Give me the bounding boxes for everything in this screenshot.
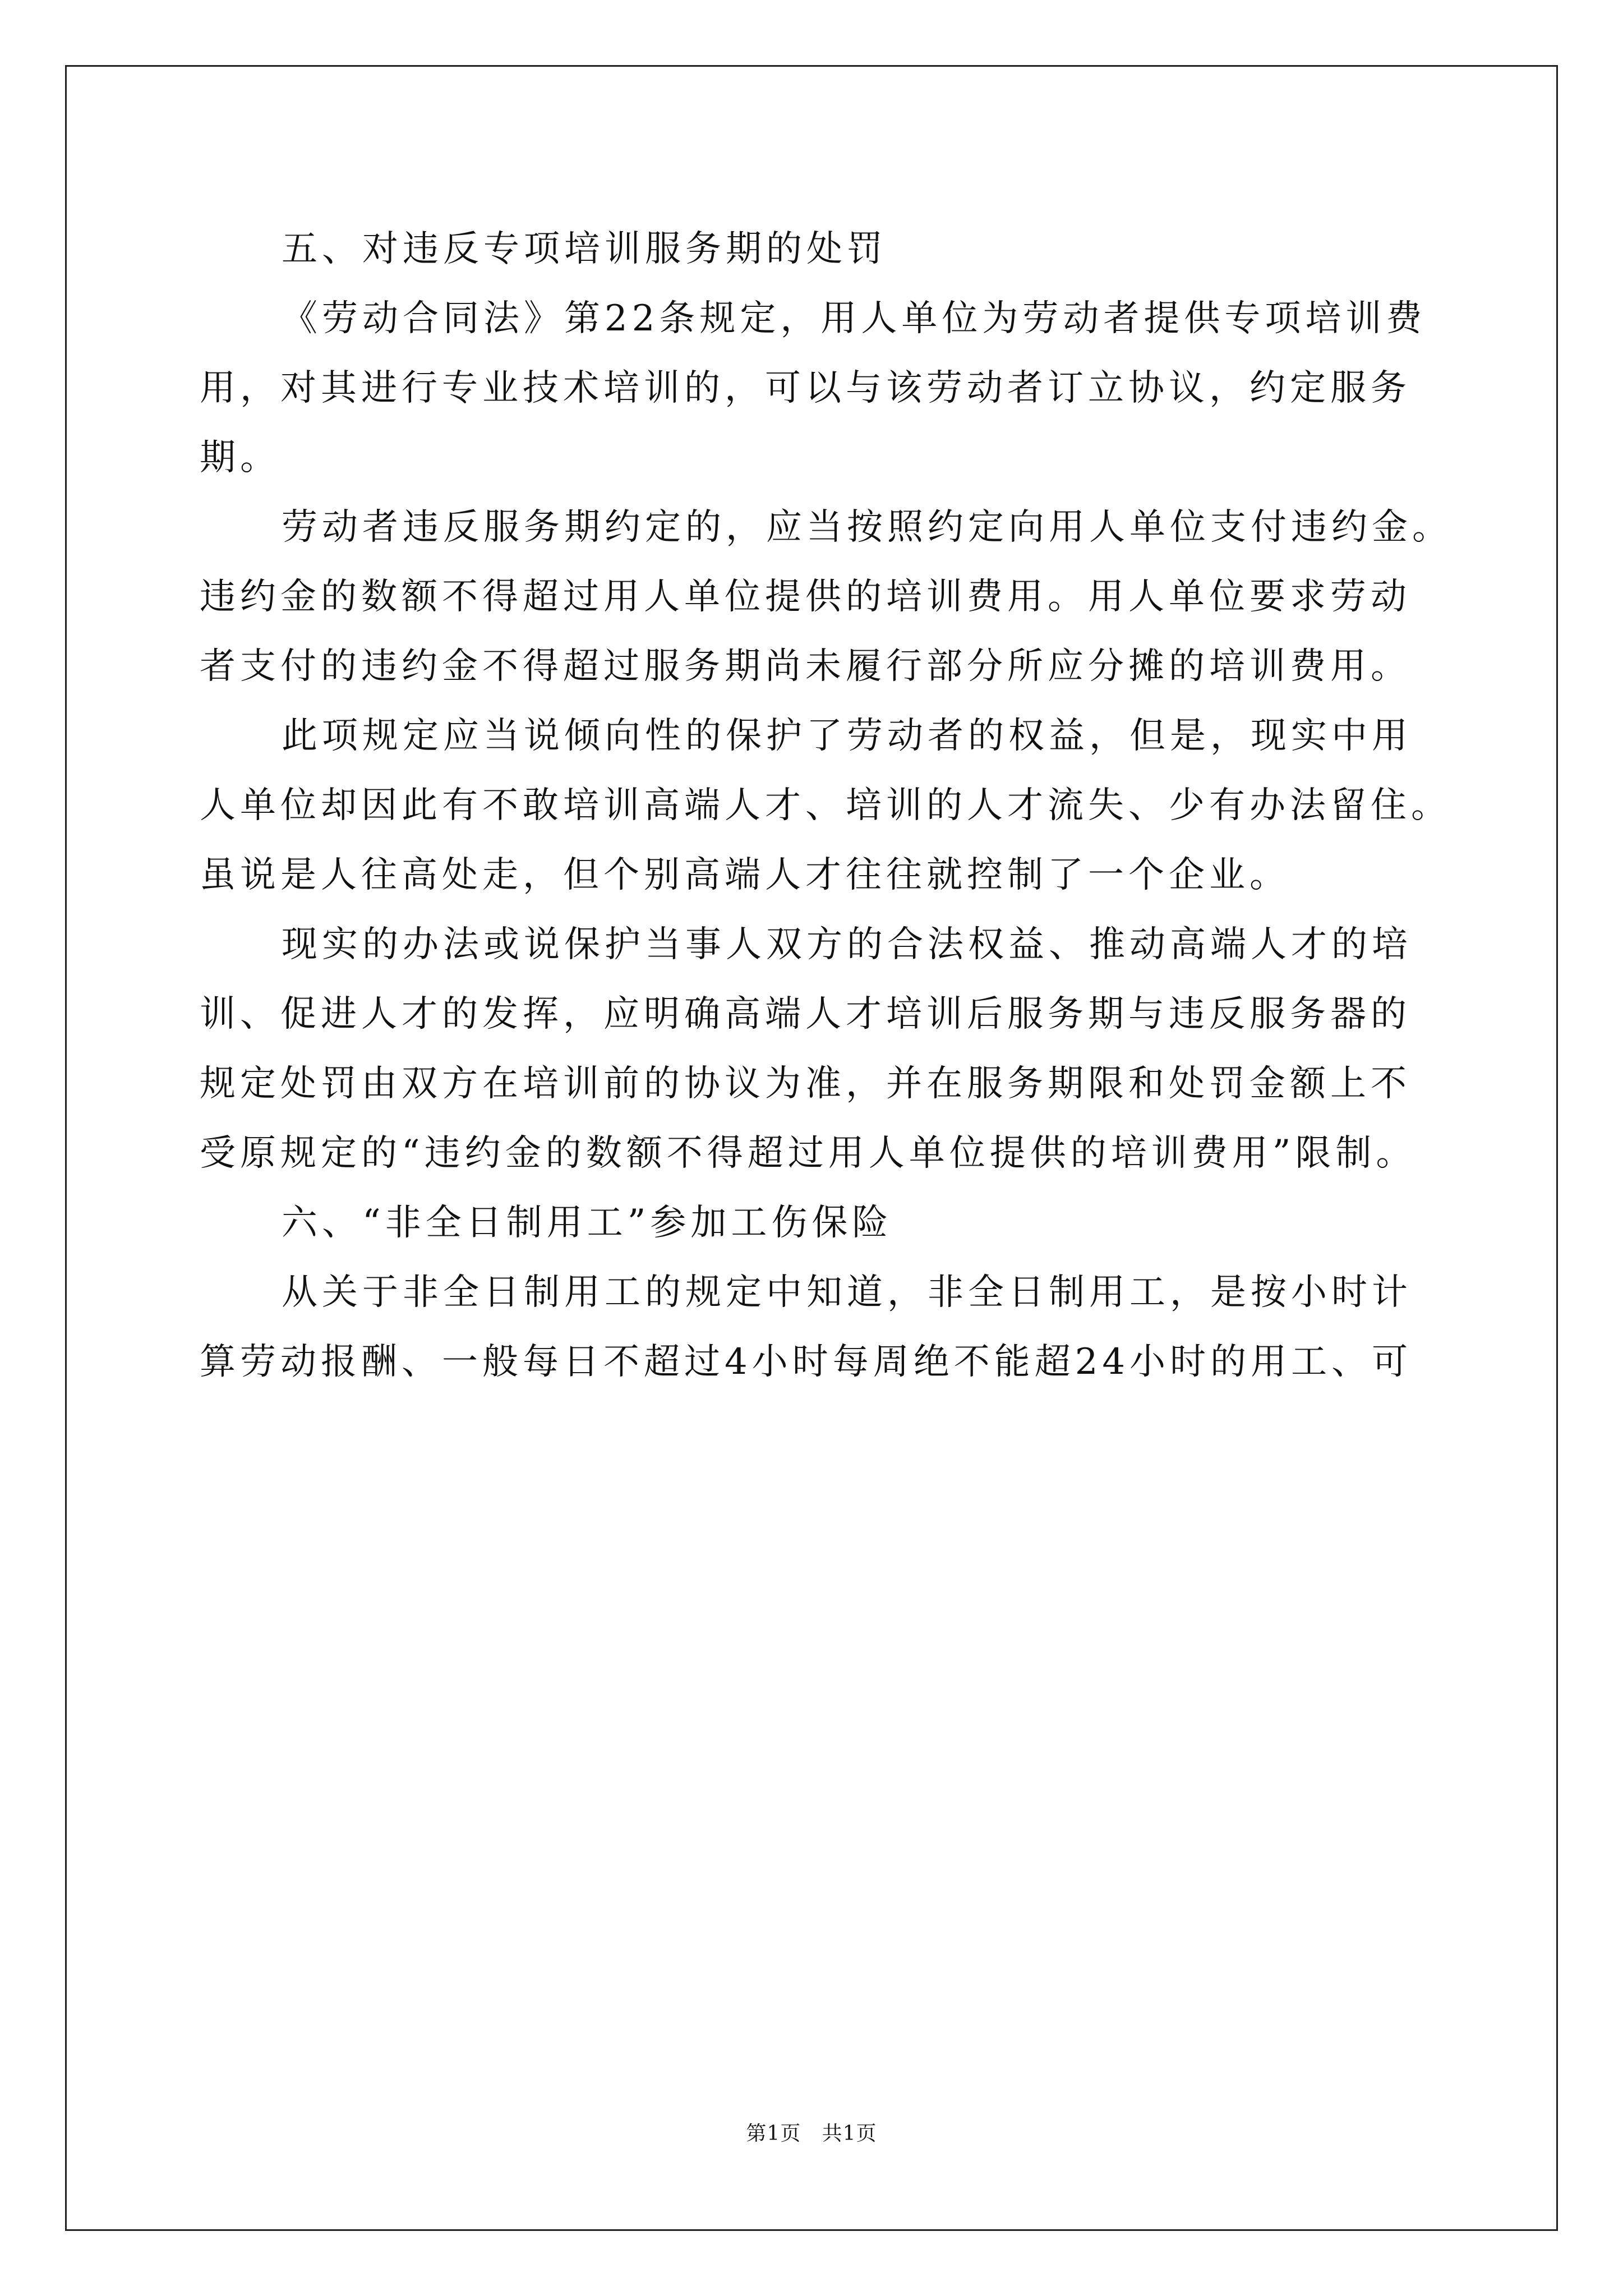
paragraph-line: 者支付的违约金不得超过服务期尚未履行部分所应分摊的培训费用。 [200, 646, 1411, 687]
paragraph-line: 虽说是人往高处走，但个别高端人才往往就控制了一个企业。 [200, 854, 1290, 896]
section-heading-5: 五、对违反专项培训服务期的处罚 [282, 228, 887, 270]
paragraph-line: 从关于非全日制用工的规定中知道，非全日制用工，是按小时计 [282, 1272, 1412, 1313]
paragraph-line: 训、促进人才的发挥，应明确高端人才培训后服务期与违反服务器的 [200, 993, 1411, 1035]
paragraph-line: 此项规定应当说倾向性的保护了劳动者的权益，但是，现实中用 [282, 715, 1412, 757]
paragraph-line: 用，对其进行专业技术培训的，可以与该劳动者订立协议，约定服务 [200, 367, 1411, 409]
paragraph-line: 规定处罚由双方在培训前的协议为准，并在服务期限和处罚金额上不 [200, 1063, 1411, 1105]
paragraph-line: 受原规定的“违约金的数额不得超过用人单位提供的培训费用”限制。 [200, 1133, 1417, 1174]
paragraph-line: 《劳动合同法》第22条规定，用人单位为劳动者提供专项培训费 [282, 298, 1427, 339]
paragraph-line: 现实的办法或说保护当事人双方的合法权益、推动高端人才的培 [282, 924, 1412, 965]
paragraph-line: 劳动者违反服务期约定的，应当按照约定向用人单位支付违约金。 [282, 507, 1453, 548]
paragraph-line: 算劳动报酬、一般每日不超过4小时每周绝不能超24小时的用工、可 [200, 1341, 1413, 1383]
paragraph-line: 人单位却因此有不敢培训高端人才、培训的人才流失、少有办法留住。 [200, 785, 1451, 826]
document-body [200, 214, 1453, 1397]
page-number-footer: 第1页 共1页 [746, 2122, 877, 2145]
paragraph-line: 违约金的数额不得超过用人单位提供的培训费用。用人单位要求劳动 [200, 576, 1411, 618]
paragraph-line: 期。 [200, 437, 280, 478]
section-heading-6: 六、“非全日制用工”参加工伤保险 [282, 1202, 893, 1244]
